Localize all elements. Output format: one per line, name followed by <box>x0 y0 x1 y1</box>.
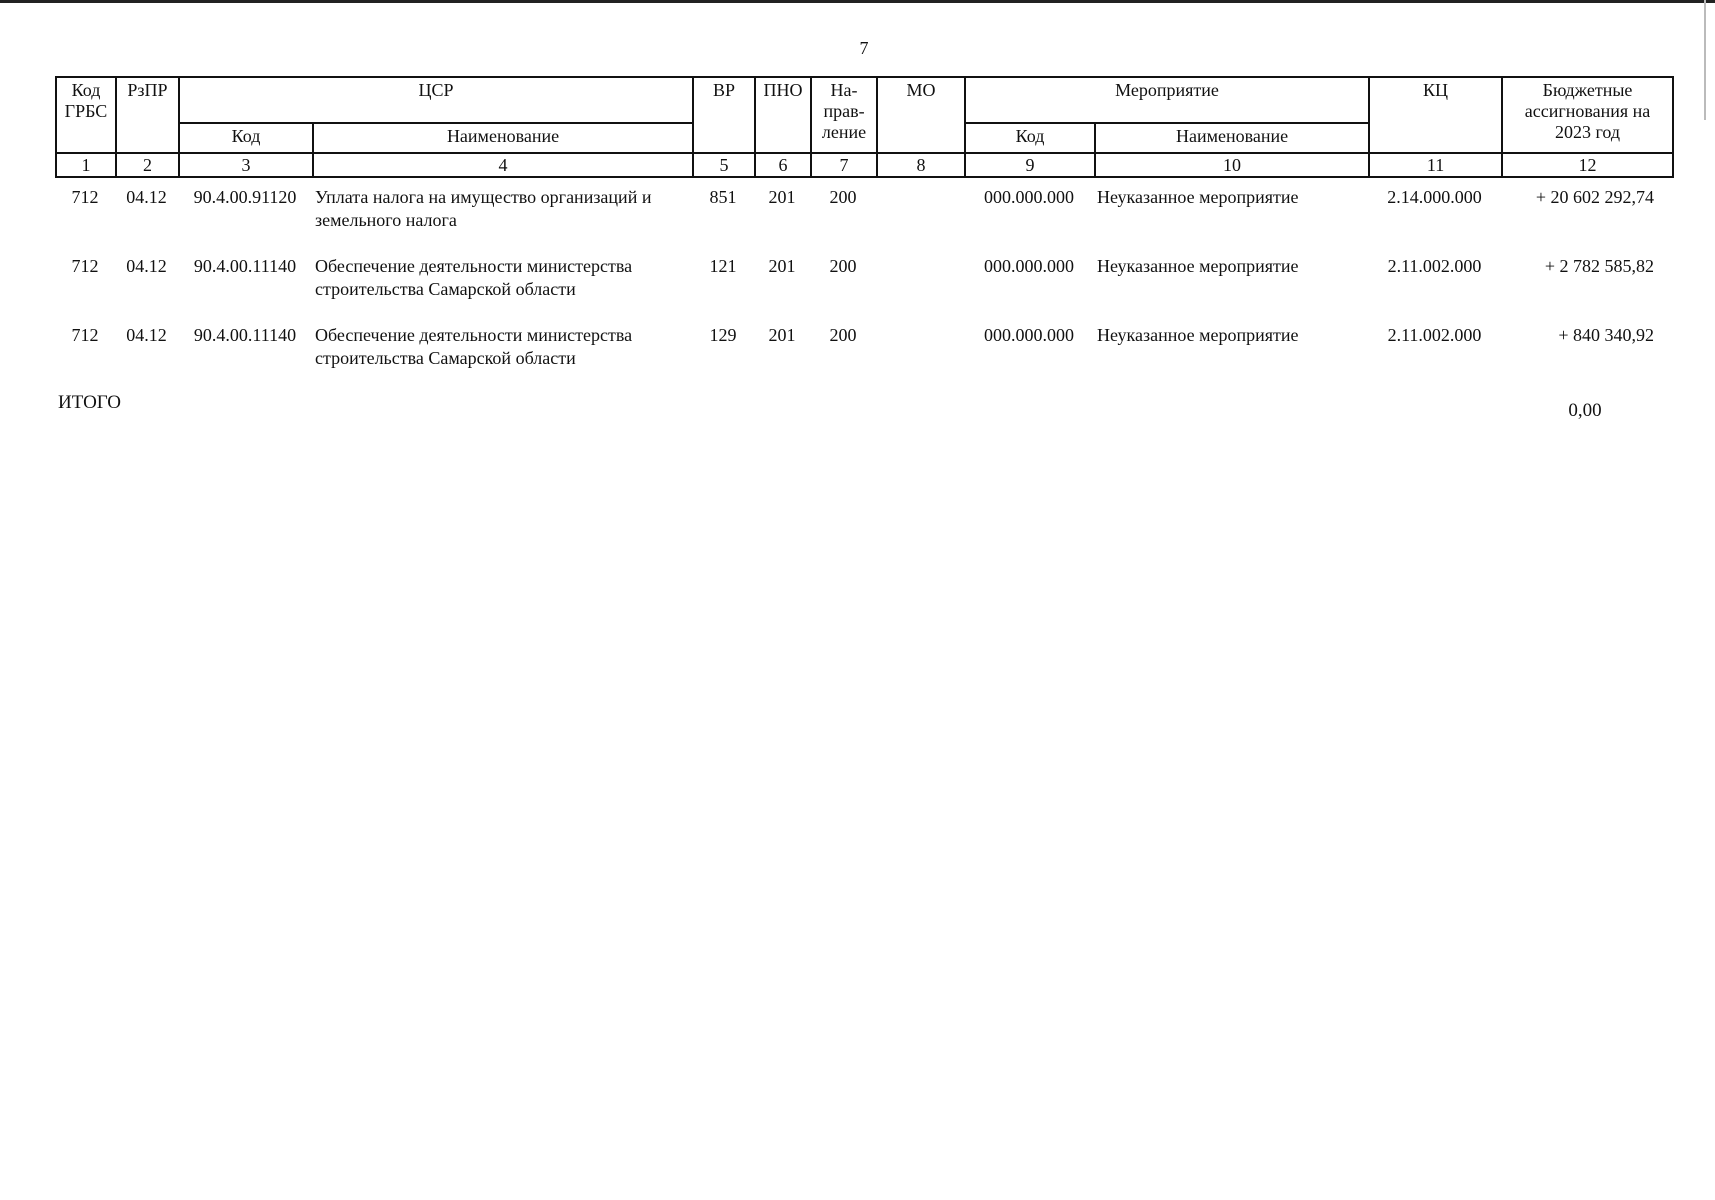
header-kc: КЦ <box>1369 77 1502 153</box>
header-napravlenie: На-прав-ление <box>811 77 877 153</box>
total-value: 0,00 <box>1568 400 1602 421</box>
column-number: 7 <box>811 153 877 177</box>
cell-rzpr: 04.12 <box>126 325 167 345</box>
cell-mer-name: Неуказанное мероприятие <box>1097 187 1299 207</box>
cell-rzpr: 04.12 <box>126 256 167 276</box>
cell-csr-name: Уплата налога на имущество организаций и земельного налога <box>315 187 652 230</box>
cell-grbs: 712 <box>71 325 99 345</box>
column-number: 11 <box>1369 153 1502 177</box>
cell-csr-name: Обеспечение деятельности министерства строительства Самарской области <box>315 325 633 368</box>
cell-napr: 200 <box>829 325 857 345</box>
column-number: 3 <box>179 153 313 177</box>
header-mer-name: Наименование <box>1095 123 1369 153</box>
cell-grbs: 712 <box>71 187 99 207</box>
table-header <box>55 76 1674 178</box>
cell-rzpr: 04.12 <box>126 187 167 207</box>
column-number: 1 <box>56 153 116 177</box>
cell-mer-name: Неуказанное мероприятие <box>1097 325 1299 345</box>
table-row <box>55 186 1672 255</box>
cell-vr: 121 <box>709 256 737 276</box>
column-number: 9 <box>965 153 1095 177</box>
header-budget: Бюджетные ассигнования на 2023 год <box>1502 77 1673 153</box>
column-number: 5 <box>693 153 755 177</box>
cell-mer-code: 000.000.000 <box>984 325 1074 345</box>
header-csr-kod: Код <box>179 123 313 153</box>
cell-mer-code: 000.000.000 <box>984 256 1074 276</box>
header-csr-name: Наименование <box>313 123 693 153</box>
cell-csr-code: 90.4.00.11140 <box>193 325 297 345</box>
cell-kc: 2.11.002.000 <box>1387 325 1482 345</box>
cell-vr: 129 <box>709 325 737 345</box>
table-row <box>55 324 1672 393</box>
header-rzpr: РзПР <box>116 77 179 153</box>
header-pno: ПНО <box>755 77 811 153</box>
cell-grbs: 712 <box>71 256 99 276</box>
cell-csr-code: 90.4.00.11140 <box>193 256 297 276</box>
column-number: 8 <box>877 153 965 177</box>
cell-mo <box>876 255 964 324</box>
cell-mo <box>876 324 964 393</box>
column-number: 2 <box>116 153 179 177</box>
header-csr: ЦСР <box>179 77 693 123</box>
cell-pno: 201 <box>768 256 796 276</box>
total-label: ИТОГО <box>58 392 122 413</box>
column-number: 12 <box>1502 153 1673 177</box>
table-row <box>55 255 1672 324</box>
cell-pno: 201 <box>768 325 796 345</box>
page-number: 7 <box>859 38 869 58</box>
cell-mer-code: 000.000.000 <box>984 187 1074 207</box>
cell-mer-name: Неуказанное мероприятие <box>1097 256 1299 276</box>
header-mo: МО <box>877 77 965 153</box>
cell-vr: 851 <box>709 187 737 207</box>
cell-amount: + 840 340,92 <box>1558 325 1654 345</box>
page-right-border <box>1704 0 1706 120</box>
cell-kc: 2.14.000.000 <box>1387 187 1482 207</box>
header-meropriyatie: Мероприятие <box>965 77 1369 123</box>
cell-amount: + 20 602 292,74 <box>1535 187 1654 207</box>
cell-kc: 2.11.002.000 <box>1387 256 1482 276</box>
cell-napr: 200 <box>829 256 857 276</box>
header-mer-kod: Код <box>965 123 1095 153</box>
cell-napr: 200 <box>829 187 857 207</box>
header-kod-grbs: Код ГРБС <box>56 77 116 153</box>
cell-csr-code: 90.4.00.91120 <box>193 187 297 207</box>
cell-pno: 201 <box>768 187 796 207</box>
cell-mo <box>876 186 964 255</box>
cell-amount: + 2 782 585,82 <box>1544 256 1654 276</box>
header-vr: ВР <box>693 77 755 153</box>
page-top-border <box>0 0 1715 3</box>
table-body <box>55 186 1672 393</box>
column-number: 10 <box>1095 153 1369 177</box>
cell-csr-name: Обеспечение деятельности министерства строительства Самарской области <box>315 256 633 299</box>
column-number: 4 <box>313 153 693 177</box>
column-number: 6 <box>755 153 811 177</box>
